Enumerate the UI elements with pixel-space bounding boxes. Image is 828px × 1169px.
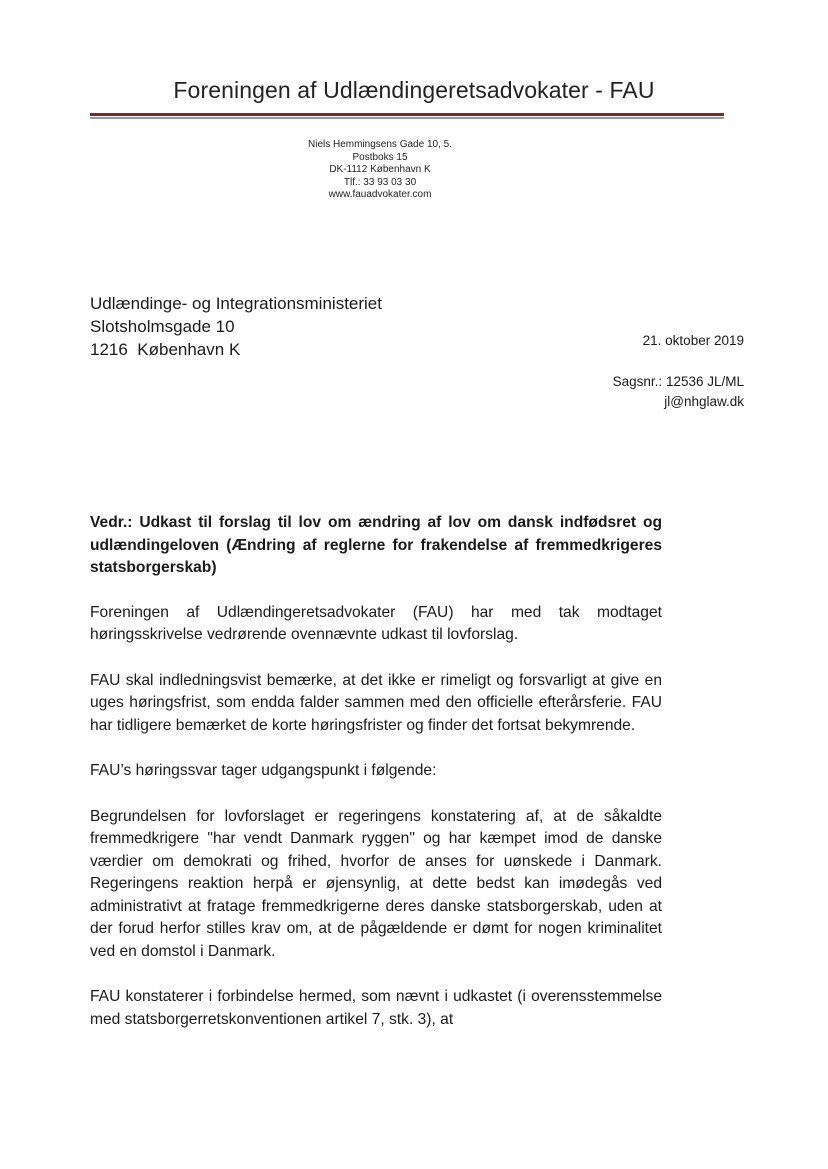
case-number: Sagsnr.: 12536 JL/ML [612,374,744,389]
address-line: DK-1112 København K [329,164,431,175]
reference-block [613,372,744,412]
address-line: Postboks 15 [352,151,408,163]
recipient-line: Udlændinge- og Integrationsministeriet [90,294,382,313]
address-website-link[interactable]: www.fauadvokater.com [328,189,432,200]
recipient-line: Slotsholmsgade 10 [90,317,235,336]
recipient-address [90,292,382,361]
recipient-line: 1216 København K [90,340,241,359]
header-rule-bottom [90,117,724,119]
page-title: Foreningen af Udlændingeretsadvokater - FAU [173,77,655,103]
address-line: Niels Hemmingsens Gade 10, 5. [308,139,452,150]
letter-subject: Vedr.: Udkast til forslag til lov om ændring af lov om dansk indfødsret og udlændingeloven (Ændring af reglerne for frakendelse af fremmedkrigeres statsborgerskab) [90,514,662,576]
body-paragraph: FAU skal indledningsvist bemærke, at det ikke er rimeligt og forsvarligt at give en uges høringsfrist, som endda falder sammen med den officielle efterårsferie. FAU har tidligere bemærket de korte høringsfrister og finder det fortsat bekymrende. [90,671,662,734]
sender-address [0,139,760,202]
contact-email-link[interactable]: jl@nhglaw.dk [664,394,744,409]
address-line: Tlf.: 33 93 03 30 [343,176,417,188]
letter-date: 21. oktober 2019 [642,333,744,348]
body-paragraph: Foreningen af Udlændingeretsadvokater (FAU) har med tak modtaget høringsskrivelse vedrørende ovennævnte udkast til lovforslag. [90,603,662,643]
letter-body [90,512,662,1054]
header-rule-top [90,113,724,116]
body-paragraph: Begrundelsen for lovforslaget er regeringens konstatering af, at de såkaldte fremmedkrigere "har vendt Danmark ryggen" og har kæmpet imod de danske værdier om demokrati og frihed, hvorfor de anses for uønskede i Danmark. Regeringens reaktion herpå er øjensynlig, at dette bedst kan imødegås ved administrativt at fratage fremmedkrigerne deres danske statsborgerskab, uden at der forud herfor stilles krav om, at de pågældende er dømt for nogen kriminalitet ved en domstol i Danmark. [90,807,662,960]
body-paragraph: FAU’s høringssvar tager udgangspunkt i følgende: [90,762,437,779]
body-paragraph: FAU konstaterer i forbindelse hermed, som nævnt i udkastet (i overensstemmelse med statsborgerretskonventionen artikel 7, stk. 3), at [90,988,662,1028]
